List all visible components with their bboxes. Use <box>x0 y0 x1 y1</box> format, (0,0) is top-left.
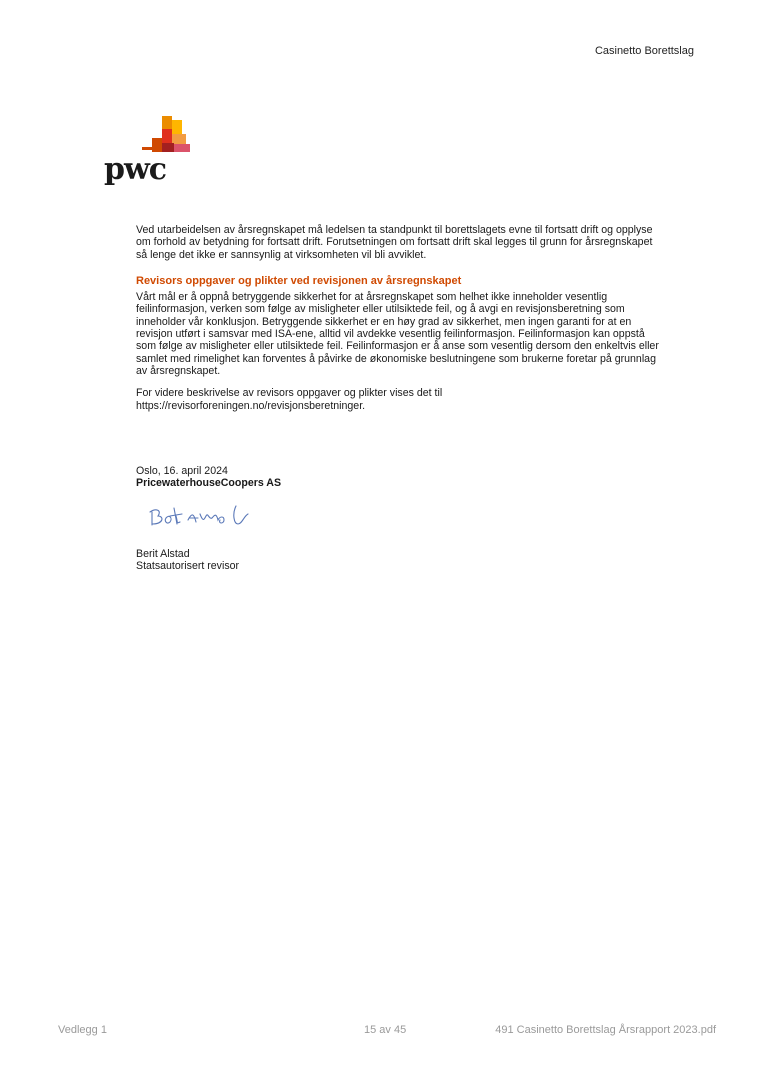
signoff-block <box>136 465 281 490</box>
section-heading: Revisors oppgaver og plikter ved revisjonen av årsregnskapet <box>136 274 462 287</box>
handwritten-signature <box>146 504 256 532</box>
signer-title: Statsautorisert revisor <box>136 560 240 573</box>
place-date: Oslo, 16. april 2024 <box>136 465 228 477</box>
header-org-name: Casinetto Borettslag <box>594 45 694 57</box>
footer-filename: 491 Casinetto Borettslag Årsrapport 2023.pdf <box>495 1024 716 1036</box>
footer-page-number: 15 av 45 <box>364 1024 407 1036</box>
signer-block <box>136 548 239 573</box>
firm-name: PricewaterhouseCoopers AS <box>136 477 282 490</box>
going-concern-paragraph: Ved utarbeidelsen av årsregnskapet må ledelsen ta standpunkt til borettslagets evne til fortsatt drift og opplyse om forhold av betydning for fortsatt drift. Forutsetningen om fortsatt drift skal legges til grunn for årsregnskapet så lenge det ikke er sannsynlig at virksomheten vil bli avviklet. <box>136 224 653 261</box>
signer-name: Berit Alstad <box>136 548 190 560</box>
auditor-duties-paragraph: Vårt mål er å oppnå betryggende sikkerhet for at årsregnskapet som helhet ikke inneholder vesentlig feilinformasjon, verken som følge av misligheter eller utilsiktede feil, og å avgi en revisjonsberetning som inneholder vår konklusjon. Betryggende sikkerhet er en høy grad av sikkerhet, men ingen garanti for at en revisjon utført i samsvar med ISA-ene, alltid vil avdekke vesentlig feilinformasjon. Feilinformasjon kan oppstå som følge av misligheter eller utilsiktede feil. Feilinformasjon er å anse som vesentlig dersom den enkeltvis eller samlet med rimelighet kan forventes å påvirke de økonomiske beslutningene som brukerne foretar på grunnlag av årsregnskapet. <box>136 291 659 377</box>
report-body <box>136 224 666 422</box>
pwc-logo <box>104 116 194 186</box>
pwc-logo-wordmark: pwc <box>104 152 167 187</box>
footer-attachment-label: Vedlegg 1 <box>58 1024 107 1036</box>
further-description-paragraph: For videre beskrivelse av revisors oppgaver og plikter vises det til https://revisorforeningen.no/revisjonsberetninger. <box>136 387 443 412</box>
